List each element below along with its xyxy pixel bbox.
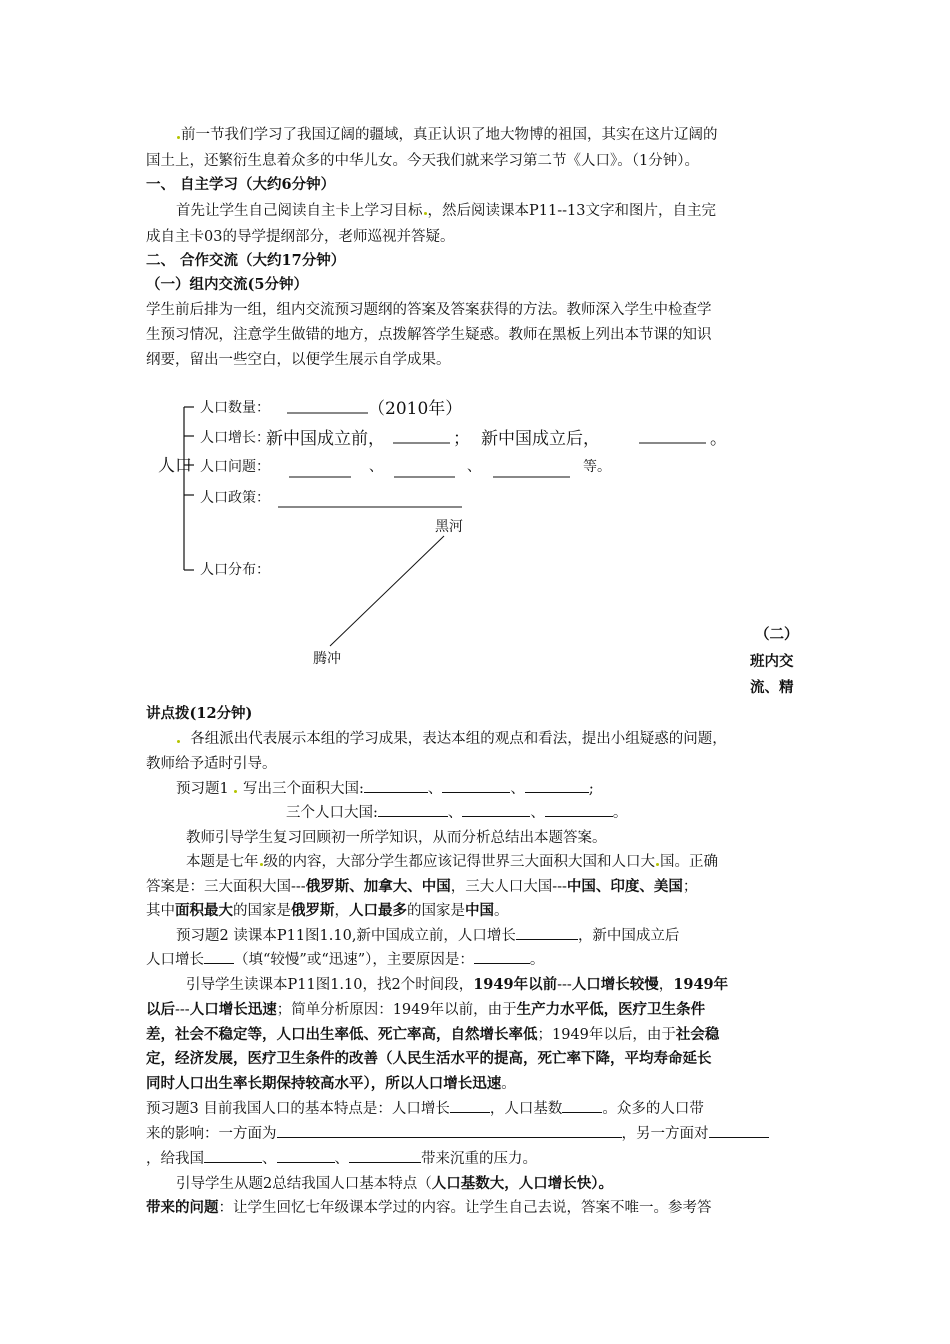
blank-pop-1	[378, 802, 448, 817]
section2b-side-2: 班内交	[750, 653, 794, 670]
row2-end: 。	[710, 429, 727, 449]
row2-label: 人口增长：	[200, 430, 270, 446]
question-1-line-2: 三个人口大国: 、 、 。	[286, 802, 627, 824]
intro-line-1: 前一节我们学习了我国辽阔的疆域，真正认识了地大物博的祖国，其实在这片辽阔的	[176, 124, 718, 146]
blank-field-2	[277, 1148, 335, 1163]
marker-dot	[260, 863, 263, 866]
population-outline-diagram	[150, 392, 830, 682]
answer-1-line-2: 答案是：三大面积大国---俄罗斯、加拿大、中国，三大人口大国---中国、印度、美国；	[146, 878, 698, 895]
section2-para-2: 生预习情况，注意学生做错的地方，点拨解答学生疑惑。教师在黑板上列出本节课的知识	[146, 327, 712, 343]
row3-label: 人口问题：	[200, 459, 270, 475]
row2-sep: ；	[453, 429, 470, 449]
question-3-line-2: 来的影响：一方面为 ，另一方面对	[146, 1123, 769, 1145]
guide-2-line-4: 定，经济发展，医疗卫生条件的改善（人民生活水平的提高，死亡率下降，平均寿命延长	[146, 1050, 712, 1067]
blank-area-3	[525, 778, 589, 793]
section1-heading: 一、 自主学习（大约6分钟）	[146, 176, 336, 193]
question-1-line-1: 预习题1 写出三个面积大国: 、 、 ;	[176, 778, 594, 800]
blank-benefit-q3	[277, 1123, 622, 1138]
section2-heading: 二、 合作交流（大约17分钟）	[146, 252, 346, 269]
section1-line-2: 成自主卡03的导学提纲部分，老师巡视并答疑。	[146, 229, 455, 245]
row4-label: 人口政策：	[200, 490, 270, 506]
row2-after: 新中国成立后，	[481, 429, 600, 449]
body-p1-line-1: 各组派出代表展示本组的学习成果，表达本组的观点和看法，提出小组疑惑的问题，	[176, 728, 727, 750]
section2b-side-3: 流、精	[750, 679, 794, 696]
answer-1-line-1: 本题是七年 级的内容，大部分学生都应该记得世界三大面积大国和人口大 国。正确	[186, 854, 718, 870]
section1-line-1: 首先让学生自己阅读自主卡上学习目标 ，然后阅读课本P11--13文字和图片，自主完	[176, 203, 716, 219]
row3-sep-2: 、	[467, 459, 481, 475]
section2-sub1: （一）组内交流(5分钟）	[146, 276, 308, 293]
guide-2-line-3: 差，社会不稳定等，人口出生率低、死亡率高，自然增长率低；1949年以后，由于社会稳	[146, 1026, 720, 1043]
blank-pressure-q3	[709, 1123, 769, 1138]
blank-pop-3	[545, 802, 613, 817]
heihe-label: 黑河	[435, 519, 463, 535]
guide-2-line-2: 以后---人口增长迅速；简单分析原因：1949年以前，由于生产力水平低，医疗卫生条件	[146, 1001, 706, 1018]
blank-base-q3	[562, 1098, 602, 1113]
heihe-tengchong-line	[330, 536, 444, 646]
blank-pop-2	[462, 802, 530, 817]
body-p1-line-2: 教师给予适时引导。	[146, 756, 277, 772]
marker-dot	[234, 790, 237, 793]
answer-1-line-3: 其中面积最大的国家是俄罗斯，人口最多的国家是中国。	[146, 902, 509, 919]
row2-before: 新中国成立前，	[266, 429, 385, 449]
question-2-line-2: 人口增长 （填“较慢”或“迅速”），主要原因是： 。	[146, 949, 544, 971]
question-3-line-1: 预习题3 目前我国人口的基本特点是：人口增长 ，人口基数 。众多的人口带	[146, 1098, 704, 1120]
row3-sep-1: 、	[369, 459, 383, 475]
section2-para-1: 学生前后排为一组，组内交流预习题纲的答案及答案获得的方法。教师深入学生中检查学	[146, 302, 712, 318]
blank-field-3	[349, 1148, 421, 1163]
tengchong-label: 腾冲	[313, 651, 341, 667]
intro-line-2: 国土上，还繁衍生息着众多的中华儿女。今天我们就来学习第二节《人口》。（1分钟）。	[146, 153, 699, 169]
marker-dot	[424, 212, 427, 215]
section2-para-3: 纲要，留出一些空白，以便学生展示自学成果。	[146, 352, 451, 368]
row1-label: 人口数量：	[200, 400, 270, 416]
guide-4: 带来的问题：让学生回忆七年级课本学过的内容。让学生自己去说，答案不唯一。参考答	[146, 1199, 712, 1216]
question-2-line-1: 预习题2 读课本P11图1.10,新中国成立前，人口增长 ，新中国成立后	[176, 925, 679, 947]
question-3-line-3: ，给我国 、 、 带来沉重的压力。	[146, 1148, 537, 1170]
marker-dot	[656, 863, 659, 866]
guide-2-line-1: 引导学生读课本P11图1.10，找2个时间段，1949年以前---人口增长较慢，1949年	[186, 976, 729, 993]
blank-growth-q3	[450, 1098, 490, 1113]
blank-reason-q2	[474, 949, 530, 964]
blank-field-1	[204, 1148, 262, 1163]
blank-area-1	[364, 778, 428, 793]
section2b-cont: 讲点拨(12分钟)	[146, 705, 253, 722]
marker-dot	[177, 740, 180, 743]
blank-growth-after-q2	[204, 949, 234, 964]
row1-suffix: （2010年）	[368, 399, 463, 419]
blank-growth-before-q2	[516, 925, 578, 940]
guide-2-line-5: 同时人口出生率长期保持较高水平），所以人口增长迅速。	[146, 1075, 516, 1092]
guide-1: 教师引导学生复习回顾初一所学知识，从而分析总结出本题答案。	[186, 830, 607, 846]
diagram-root-label: 人口	[158, 456, 192, 476]
row5-label: 人口分布：	[200, 562, 270, 578]
section2b-side-1: （二）	[755, 626, 799, 643]
guide-3: 引导学生从题2总结我国人口基本特点（人口基数大，人口增长快）。	[176, 1175, 613, 1192]
row3-end: 等。	[583, 459, 611, 475]
marker-dot	[177, 136, 180, 139]
blank-area-2	[442, 778, 510, 793]
